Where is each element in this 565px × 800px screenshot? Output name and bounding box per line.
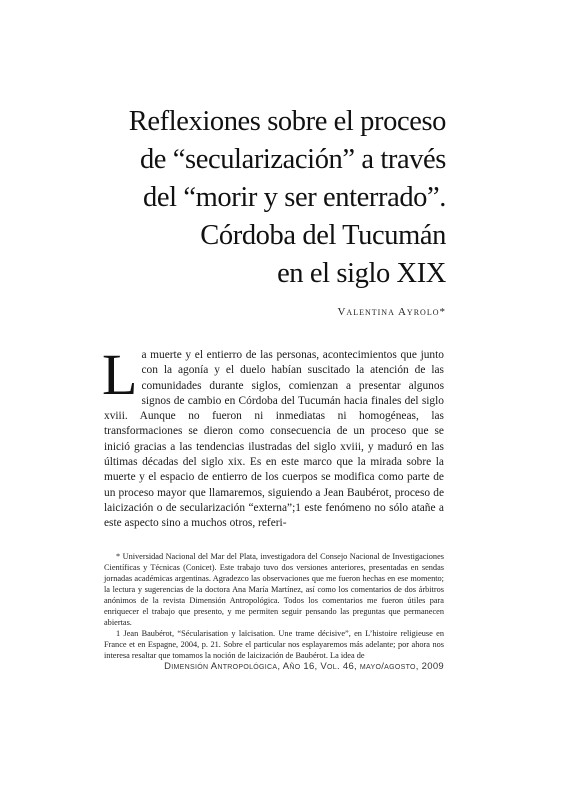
title-line-3: del “morir y ser enterrado”. (143, 182, 446, 213)
title-line-1: Reflexiones sobre el proceso (128, 106, 446, 137)
body-text: a muerte y el entierro de las personas, acontecimientos que junto con la agonía y el duelo habían suscitado la atención de las comunidades durante siglos, comienzan a presentar algunos signos de cambio en Córdoba del Tucumán hacia finales del siglo xviii. Aunque no fueron ni inmediatas ni homogéneas, las transformaciones se dieron como consecuencia de un proceso que se inició gracias a las tendencias ilustradas del siglo xviii, y maduró en las últimas décadas del siglo xix. Es en este marco que la mirada sobre la muerte y el espacio de entierro de los cuerpos se modifica como parte de un proceso mayor que llamaremos, siguiendo a Jean Baubérot, proceso de laicización o de secularización “externa”;1 este fenómeno no sólo atañe a este aspecto sino a muchos otros, referi- (104, 349, 444, 530)
body-paragraph (102, 342, 444, 532)
title-line-5: en el siglo XIX (277, 258, 446, 289)
footnotes (104, 551, 444, 661)
author-name: Valentina Ayrolo* (337, 306, 446, 318)
drop-cap: L (102, 342, 138, 407)
footnote-1: 1 Jean Baubérot, “Sécularisation y laïcisation. Une trame décisive”, en L’histoire religieuse en France et en Espagne, 2004, p. 21. Sobre el particular nos esplayaremos más adelante; por ahora nos interesa resaltar que tomamos la noción de laicización de Baubérot. La idea de (104, 629, 444, 660)
title-line-2: de “secularización” a través (139, 144, 446, 175)
title-line-4: Córdoba del Tucumán (200, 220, 446, 251)
footnote-author: * Universidad Nacional del Mar del Plata, investigadora del Consejo Nacional de Investigaciones Científicas y Técnicas (Conicet). Este trabajo tuvo dos versiones anteriores, presentadas en sendas jornadas académicas argentinas. Agradezco las observaciones que me fueron hechas en ese momento; la lectura y sugerencias de la doctora Ana María Martínez, así como los comentarios de dos árbitros anónimos de la revista Dimensión Antropológica. Todos los comentarios me fueron útiles para enriquecer el trabajo que presento, y me permiten seguir pensando las preguntas que permanecen abiertas. (104, 552, 444, 627)
article-title (46, 103, 446, 293)
running-footer: Dimensión Antropológica, Año 16, Vol. 46, mayo/agosto, 2009 (164, 661, 444, 672)
